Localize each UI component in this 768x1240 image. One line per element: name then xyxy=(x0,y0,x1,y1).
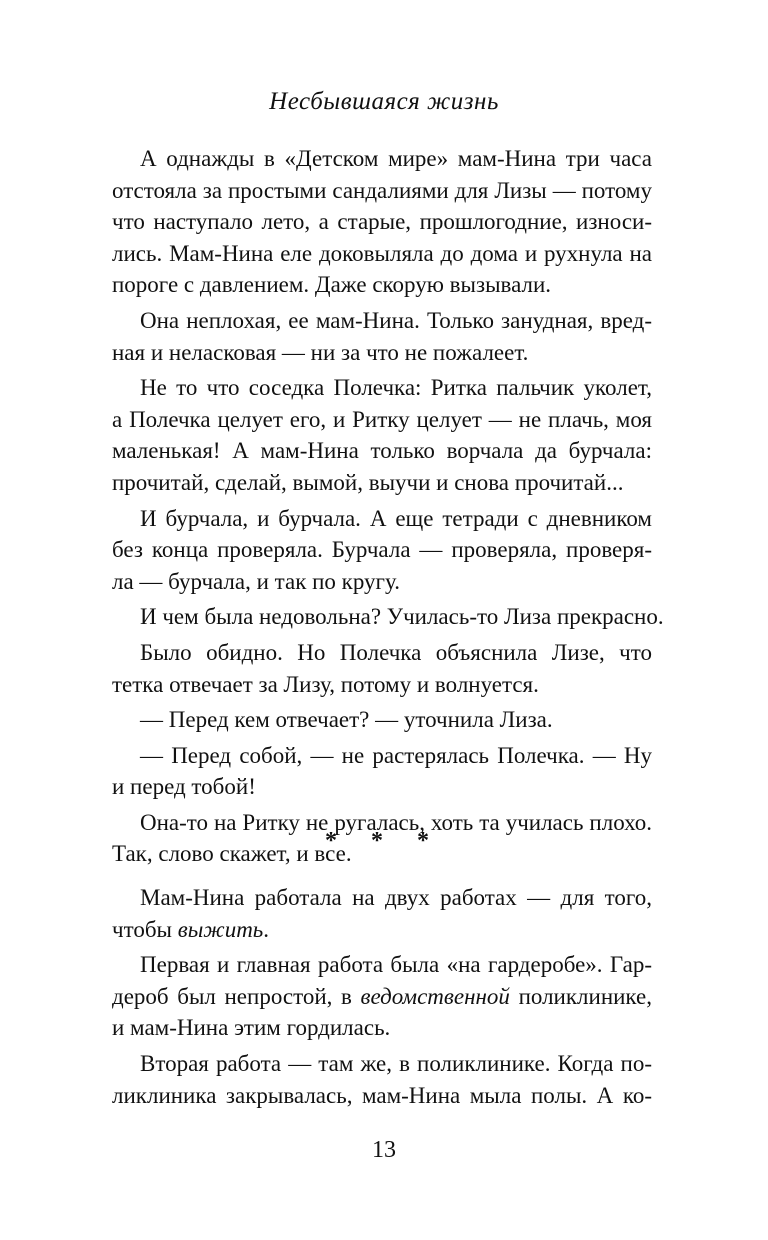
text-line: И чем была недовольна? Училась-то Лиза прекрасно. xyxy=(140,604,664,630)
text-run: дероб был непростой, в xyxy=(112,983,361,1009)
text-line: отстояла за простыми сандалиями для Лизы — потому xyxy=(112,177,652,203)
running-head: Несбывшаяся жизнь xyxy=(269,88,499,115)
text-line: Она-то на Ритку не ругалась, хоть та училась плохо. xyxy=(140,809,652,835)
text-line xyxy=(112,1012,652,1044)
text-line: пороге с давлением. Даже скорую вызывали. xyxy=(112,272,552,298)
text-line xyxy=(112,882,652,914)
text-run: . xyxy=(263,916,270,942)
text-line: Не то что соседка Полечка: Ритка пальчик уколет, xyxy=(140,375,652,401)
text-line: маленькая! А мам-Нина только ворчала да бурчала: xyxy=(112,438,652,464)
text-line: без конца проверяла. Бурчала — проверяла, проверя- xyxy=(112,537,652,563)
text-run: ликлиника закрывалась, мам-Нина мыла полы. А ко- xyxy=(112,1082,652,1108)
text-run: чтобы xyxy=(112,916,178,942)
section-separator: * * * xyxy=(325,828,443,854)
text-line: что наступало лето, а старые, прошлогодние, износи- xyxy=(112,209,652,235)
text-run: поликлинике, xyxy=(509,983,652,1009)
text-run: Вторая работа — там же, в поликлинике. Когда по- xyxy=(140,1050,652,1076)
text-line: — Перед кем отвечает? — уточнила Лиза. xyxy=(140,707,553,733)
text-section-two xyxy=(112,882,652,1111)
text-line xyxy=(112,981,652,1013)
text-run: Мам-Нина работала на двух работах — для того, xyxy=(140,885,652,910)
text-line: тетка отвечает за Лизу, потому и волнуется. xyxy=(112,671,539,697)
text-section-one xyxy=(112,143,664,870)
text-line: Было обидно. Но Полечка объяснила Лизе, что xyxy=(140,639,652,665)
italic-word: выжить xyxy=(177,916,264,942)
text-line: а Полечка целует его, и Ритку целует — не плачь, моя xyxy=(112,406,652,432)
text-line: ла — бурчала, и так по кругу. xyxy=(112,568,400,594)
italic-word: ведомственной xyxy=(360,983,510,1009)
page-number: 13 xyxy=(372,1137,396,1163)
text-line: Так, слово скажет, и все. xyxy=(112,841,352,867)
text-line: Она неплохая, ее мам-Нина. Только занудная, вред- xyxy=(140,307,652,333)
text-line xyxy=(112,949,652,981)
text-line: прочитай, сделай, вымой, выучи и снова прочитай... xyxy=(112,469,624,495)
text-line xyxy=(112,914,652,946)
text-run: и мам-Нина этим гордилась. xyxy=(112,1015,391,1041)
text-run: Первая и главная работа была «на гардеробе». Гар- xyxy=(140,952,652,978)
text-line: — Перед собой, — не растерялась Полечка. — Ну xyxy=(140,742,652,768)
text-line: лись. Мам-Нина еле доковыляла до дома и рухнула на xyxy=(112,240,652,266)
text-line xyxy=(112,1048,652,1080)
text-line xyxy=(112,1080,652,1112)
text-line: И бурчала, и бурчала. А еще тетради с дневником xyxy=(140,505,652,531)
text-line: А однажды в «Детском мире» мам-Нина три часа xyxy=(140,146,652,171)
text-line: ная и неласковая — ни за что не пожалеет. xyxy=(112,339,529,365)
text-line: и перед тобой! xyxy=(112,774,256,800)
